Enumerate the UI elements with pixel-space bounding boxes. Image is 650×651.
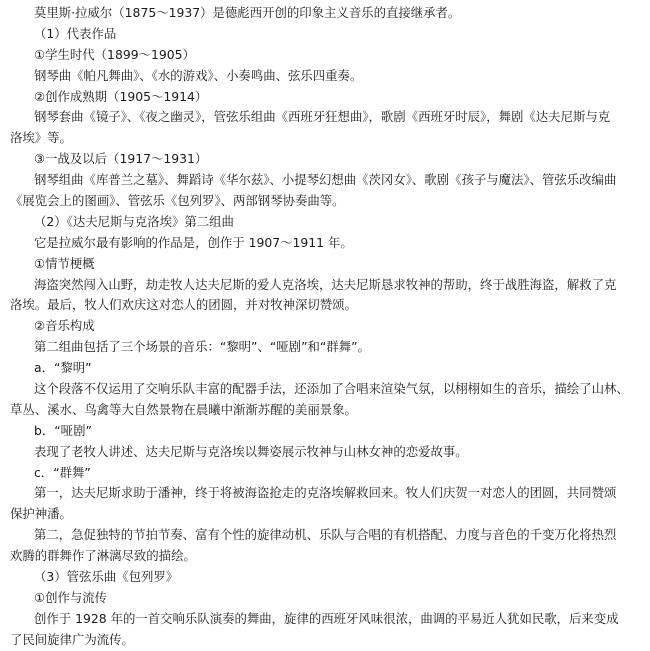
text-line: 第一，达夫尼斯求助于潘神，终于将被海盗抢走的克洛埃解救回来。牧人们庆贺一对恋人的团圆，共同赞颂 [34,485,617,501]
text-line: 莫里斯·拉威尔（1875～1937）是德彪西开创的印象主义音乐的直接继承者。 [34,5,461,20]
subsection-heading: ②音乐构成 [34,318,95,334]
text-line: 洛埃。最后，牧人们欢庆这对恋人的团圆，并对牧神深切赞颂。 [10,297,357,313]
text-line: 钢琴套曲《镜子》、《夜之幽灵》，管弦乐组曲《西班牙狂想曲》，歌剧《西班牙时辰》，舞剧《达夫尼斯与克 [34,109,611,125]
text-line: 表现了老牧人讲述、达夫尼斯与克洛埃以舞姿展示牧神与山林女神的恋爱故事。 [34,443,468,459]
text-line: 欢腾的群舞作了淋漓尽致的描绘。 [10,548,196,564]
subsection-heading: ①学生时代（1899～1905） [34,46,195,62]
item-heading: b．“哑剧” [34,422,92,438]
text-line: 保护神潘。 [10,506,72,522]
text-line: 它是拉威尔最有影响的作品是，创作于 1907～1911 年。 [34,234,353,250]
section-heading: （1）代表作品 [34,25,117,41]
text-line: 草丛、溪水、鸟禽等大自然景物在晨曦中渐渐苏醒的美丽景象。 [10,401,357,417]
section-heading: （3）管弦乐曲《包列罗》 [34,569,179,585]
text-line: 了民间旋律广为流传。 [10,631,134,647]
section-heading: （2）《达夫尼斯与克洛埃》第二组曲 [34,213,234,229]
text-line: 《展览会上的图画》、管弦乐《包列罗》、两部钢琴协奏曲等。 [10,193,345,209]
item-heading: c．“群舞” [34,464,91,480]
subsection-heading: ②创作成熟期（1905～1914） [34,88,208,104]
text-line: 钢琴曲《帕凡舞曲》、《水的游戏》、小奏鸣曲、弦乐四重奏。 [34,67,363,83]
subsection-heading: ③一战及以后（1917～1931） [34,151,208,167]
subsection-heading: ①创作与流传 [34,589,108,605]
subsection-heading: ①情节梗概 [34,255,95,271]
text-line: 第二组曲包括了三个场景的音乐：“黎明”、“哑剧”和“群舞”。 [34,339,370,355]
text-line: 第二，急促独特的节拍节奏、富有个性的旋律动机、乐队与合唱的有机搭配、力度与音色的千变万化将热烈 [34,527,617,543]
text-line: 洛埃》等。 [10,130,72,146]
text-line: 创作于 1928 年的一首交响乐队演奏的舞曲，旋律的西班牙风味很浓，曲调的平易近人犹如民歌，后来变成 [34,610,619,626]
text-line: 钢琴组曲《库普兰之墓》、舞蹈诗《华尔兹》、小提琴幻想曲《茨冈女》、歌剧《孩子与魔法》、管弦乐改编曲 [34,172,617,188]
text-line: 海盗突然闯入山野，劫走牧人达夫尼斯的爱人克洛埃，达夫尼斯恳求牧神的帮助，终于战胜海盗，解救了克 [34,276,617,292]
item-heading: a．“黎明” [34,360,92,376]
text-line: 这个段落不仅运用了交响乐队丰富的配器手法，还添加了合唱来渲染气氛，以栩栩如生的音乐，描绘了山林、 [34,381,629,397]
